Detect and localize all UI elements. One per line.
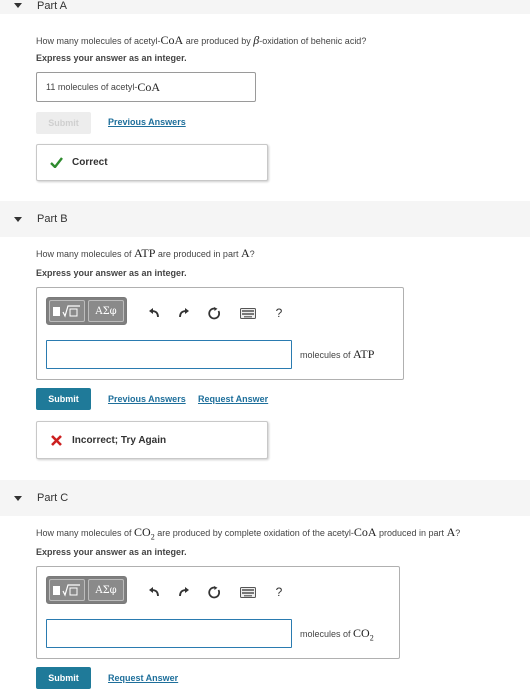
part-a-previous-answers-link[interactable]: Previous Answers	[108, 117, 186, 127]
part-c-request-answer-link[interactable]: Request Answer	[108, 673, 179, 683]
part-b-answer-input[interactable]	[46, 340, 292, 369]
part-b-header[interactable]	[0, 201, 530, 237]
math-toolbar-group	[46, 297, 127, 325]
part-a-header[interactable]	[0, 0, 530, 14]
part-b-title: Part B	[37, 213, 68, 225]
keyboard-icon[interactable]	[239, 585, 257, 599]
part-a-answer-display: 11 molecules of acetyl- CoA	[36, 72, 256, 102]
undo-icon[interactable]	[147, 306, 161, 320]
symbols-button[interactable]: ΑΣφ	[88, 579, 124, 601]
part-a-submit-button[interactable]: Submit	[36, 112, 91, 134]
part-b-previous-answers-link[interactable]: Previous Answers	[108, 394, 186, 404]
part-a-feedback: Correct	[36, 144, 268, 181]
keyboard-icon[interactable]	[239, 306, 257, 320]
collapse-caret-icon[interactable]	[14, 217, 22, 222]
part-b-request-answer-link[interactable]: Request Answer	[198, 394, 269, 404]
part-a-question: How many molecules of acetyl-CoA are produced by β-oxidation of behenic acid?	[36, 33, 367, 47]
part-b-submit-button[interactable]: Submit	[36, 388, 91, 410]
help-icon[interactable]: ?	[275, 306, 283, 320]
collapse-caret-icon[interactable]	[14, 496, 22, 501]
reset-icon[interactable]	[207, 306, 221, 320]
part-b-instruction: Express your answer as an integer.	[36, 268, 187, 278]
part-c-header[interactable]	[0, 480, 530, 516]
part-c-submit-button[interactable]: Submit	[36, 667, 91, 689]
reset-icon[interactable]	[207, 585, 221, 599]
math-toolbar	[46, 297, 127, 325]
redo-icon[interactable]	[177, 306, 191, 320]
templates-icon[interactable]	[49, 579, 85, 601]
part-c-title: Part C	[37, 492, 69, 504]
part-b-question: How many molecules of ATP are produced in part A?	[36, 246, 255, 260]
x-mark-icon	[48, 435, 64, 446]
part-b-answer-editor	[36, 287, 404, 380]
help-icon[interactable]: ?	[275, 585, 283, 599]
part-c-answer-input[interactable]	[46, 619, 292, 648]
checkmark-icon	[48, 157, 64, 168]
part-c-question: How many molecules of $CO_2$ are produced by complete oxidation of the acetyl-CoA produced in part A?	[36, 525, 461, 542]
collapse-caret-icon[interactable]	[14, 3, 22, 8]
math-toolbar	[46, 576, 127, 604]
part-a-title: Part A	[37, 0, 67, 12]
part-c-answer-editor	[36, 566, 400, 659]
part-b-units: molecules of ATP	[300, 347, 375, 361]
redo-icon[interactable]	[177, 585, 191, 599]
part-b-feedback: Incorrect; Try Again	[36, 421, 268, 459]
undo-icon[interactable]	[147, 585, 161, 599]
math-toolbar-group	[46, 576, 127, 604]
part-a-instruction: Express your answer as an integer.	[36, 53, 187, 63]
symbols-button[interactable]: ΑΣφ	[88, 300, 124, 322]
part-c-instruction: Express your answer as an integer.	[36, 547, 187, 557]
templates-icon[interactable]	[49, 300, 85, 322]
part-c-units: molecules of $CO_2$	[300, 626, 374, 643]
